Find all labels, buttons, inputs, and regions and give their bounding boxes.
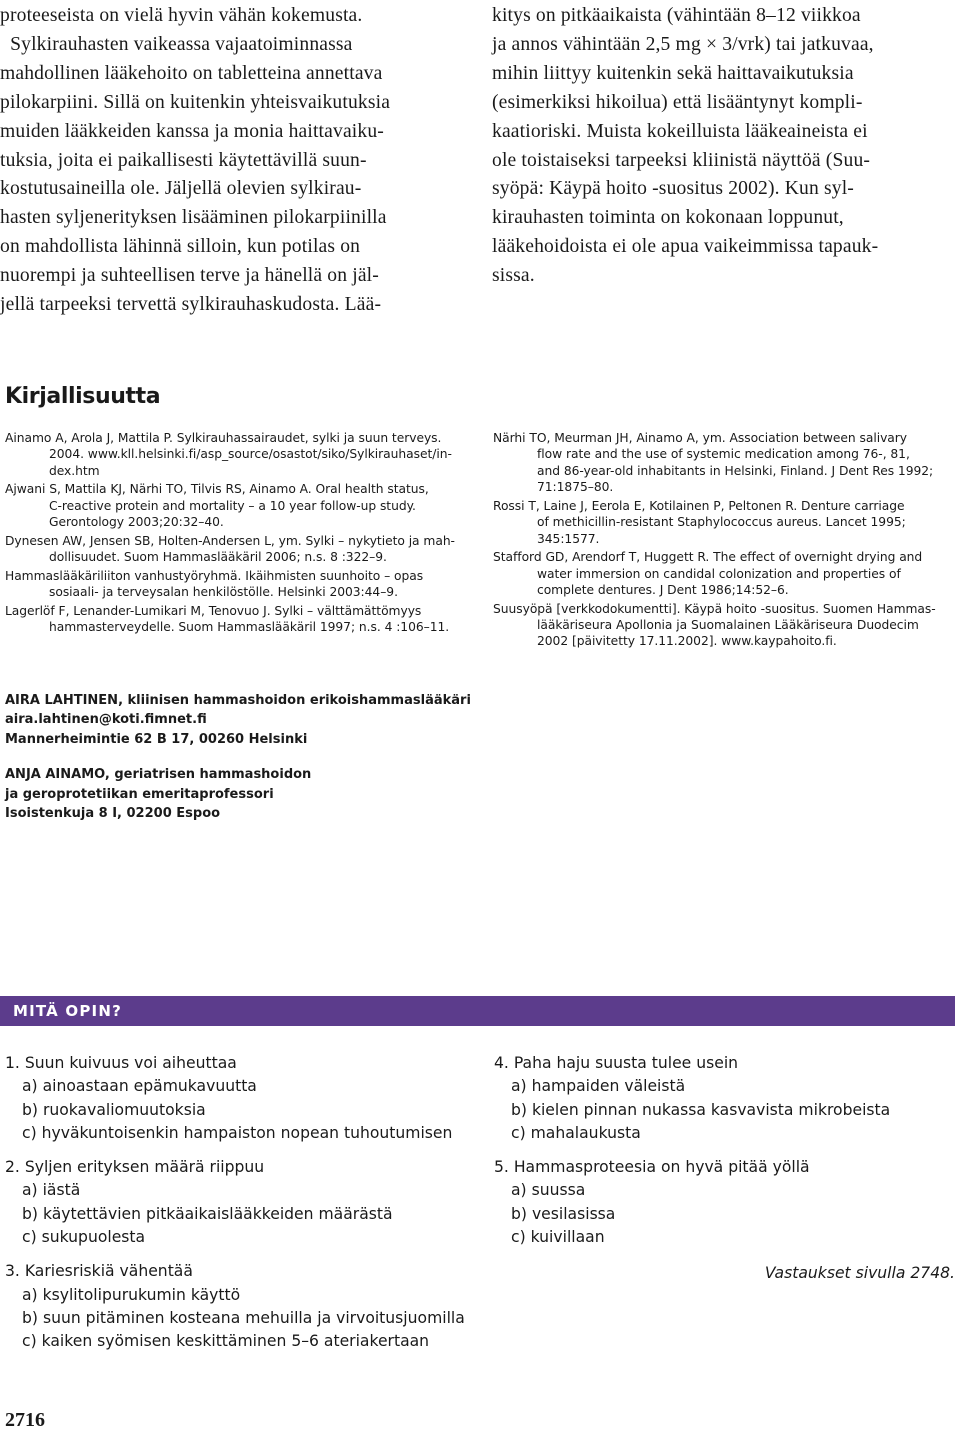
body-line: pilokarpiini. Sillä on kuitenkin yhteisvaikutuksia [0,91,391,113]
author-email: aira.lahtinen@koti.fimnet.fi [5,712,207,728]
answer-option: a) suussa [511,1181,586,1200]
answer-option: c) kaiken syömisen keskittäminen 5–6 ateriakertaan [22,1332,430,1351]
reference-line: hammasterveydelle. Suom Hammaslääkäril 1997; n.s. 4 :106–11. [49,620,450,635]
body-line: jellä tarpeeksi tervettä sylkirauhaskudosta. Lää- [0,294,382,316]
reference-entry [493,430,955,496]
reference-line: flow rate and the use of systemic medication among 76-, 81, [537,447,910,462]
reference-line: Hammaslääkäriliiton vanhustyöryhmä. Ikäihmisten suunhoito – opas [5,568,424,583]
quiz-header-bar [0,996,955,1026]
reference-entry [5,481,467,530]
reference-entry [493,549,955,598]
body-line: kostutusaineilla ole. Jäljellä olevien sylkirau- [0,178,362,200]
author-info [5,691,471,839]
reference-line: Närhi TO, Meurman JH, Ainamo A, ym. Association between salivary [493,431,908,445]
reference-entry [5,430,467,479]
reference-line: Rossi T, Laine J, Eerola E, Kotilainen P, Peltonen R. Denture carriage [493,498,905,513]
question-text: 5. Hammasproteesia on hyvä pitää yöllä [494,1158,810,1177]
author-name-title: AIRA LAHTINEN, kliinisen hammashoidon erikoishammaslääkäri [5,693,471,708]
references-heading: Kirjallisuutta [5,384,161,409]
answer-option: a) ksylitolipurukumin käyttö [22,1285,241,1304]
reference-line: dollisuudet. Suom Hammaslääkäril 2006; n.s. 8 :322–9. [49,550,387,565]
answer-option: b) vesilasissa [511,1204,616,1223]
answer-option: a) hampaiden väleistä [511,1077,686,1096]
answer-option: a) iästä [22,1181,81,1200]
reference-line: Suusyöpä [verkkodokumentti]. Käypä hoito -suositus. Suomen Hammas- [493,601,936,616]
reference-line: 2004. www.kll.helsinki.fi/asp_source/osastot/siko/Sylkirauhaset/in- [49,447,452,462]
body-line: on mahdollista lähinnä silloin, kun potilas on [0,236,361,258]
answer-option: c) sukupuolesta [22,1228,146,1247]
references-column-right [493,430,955,652]
author-title-continued: ja geroprotetiikan emeritaprofessori [5,786,274,802]
reference-line: Dynesen AW, Jensen SB, Holten-Andersen L, ym. Sylki – nykytieto ja mah- [5,533,455,548]
author-name-title: ANJA AINAMO, geriatrisen hammashoidon [5,767,312,783]
body-column-right [492,2,958,291]
reference-line: dex.htm [49,463,100,478]
reference-line: Lagerlöf F, Lenander-Lumikari M, Tenovuo J. Sylki – välttämättömyys [5,603,422,618]
quiz-question [494,1052,954,1145]
reference-entry [493,498,955,547]
body-line: syöpä: Käypä hoito -suositus 2002). Kun syl- [492,178,854,200]
body-line: Sylkirauhasten vaikeassa vajaatoiminnassa [0,33,353,55]
reference-line: lääkäriseura Apollonia ja Suomalainen Lääkäriseura Duodecim [537,618,919,633]
answer-option: a) ainoastaan epämukavuutta [22,1077,257,1096]
quiz-question [5,1156,465,1249]
reference-entry [5,568,467,601]
answer-option: c) kuivillaan [511,1228,605,1247]
reference-line: C-reactive protein and mortality – a 10 year follow-up study. [49,498,416,513]
article-body-text [0,0,960,316]
question-text: 3. Kariesriskiä vähentää [5,1262,193,1281]
page-number: 2716 [5,1409,45,1431]
body-line: ole toistaiseksi tarpeeksi kliinistä näyttöä (Suu- [492,149,871,171]
reference-line: sosiaali- ja terveysalan henkilöstölle. Helsinki 2003:44–9. [49,585,398,600]
body-line: hasten syljenerityksen lisääminen pilokarpiinilla [0,207,387,229]
reference-entry [5,603,467,636]
body-line: lääkehoidoista ei ole apua vaikeimmissa tapauk- [492,236,879,258]
body-line: kirauhasten toiminta on kokonaan loppunut, [492,207,844,229]
body-line: mihin liittyy kuitenkin sekä haittavaikutuksia [492,62,854,84]
reference-line: Ajwani S, Mattila KJ, Närhi TO, Tilvis RS, Ainamo A. Oral health status, [5,482,429,497]
reference-line: Stafford GD, Arendorf T, Huggett R. The effect of overnight drying and [493,550,923,565]
author-address: Isoistenkuja 8 I, 02200 Espoo [5,806,221,822]
quiz-question [5,1260,465,1353]
reference-line: of methicillin-resistant Staphylococcus aureus. Lancet 1995; [537,515,906,530]
reference-line: Ainamo A, Arola J, Mattila P. Sylkirauhassairaudet, sylki ja suun terveys. [5,431,442,445]
body-line: (esimerkiksi hikoilua) että lisääntynyt kompli- [492,91,863,113]
body-line: kitys on pitkäaikaista (vähintään 8–12 viikkoa [492,5,861,26]
reference-entry [493,601,955,650]
body-line: nuorempi ja suhteellisen terve ja hänellä on jäl- [0,265,379,287]
author-block [5,691,471,749]
reference-line: 2002 [päivitetty 17.11.2002]. www.kaypahoito.fi. [537,634,837,649]
body-line: proteeseista on vielä hyvin vähän kokemusta. [0,5,363,26]
answer-option: b) ruokavaliomuutoksia [22,1100,206,1119]
answer-option: c) mahalaukusta [511,1123,641,1142]
answer-option: b) suun pitäminen kosteana mehuilla ja virvoitusjuomilla [22,1308,465,1327]
reference-line: 71:1875–80. [537,480,614,495]
quiz-question [494,1156,954,1249]
question-text: 1. Suun kuivuus voi aiheuttaa [5,1054,237,1072]
body-line: muiden lääkkeiden kanssa ja monia haittavaiku- [0,120,384,142]
body-line: mahdollinen lääkehoito on tabletteina annettava [0,62,383,84]
reference-line: complete dentures. J Dent 1986;14:52–6. [537,583,789,598]
references-column-left [5,430,467,638]
quiz-title: MITÄ OPIN? [13,1002,122,1020]
body-column-left [0,2,466,320]
body-line: ja annos vähintään 2,5 mg × 3/vrk) tai jatkuvaa, [492,33,874,55]
body-line: sissa. [492,265,535,287]
reference-line: Gerontology 2003;20:32–40. [49,515,224,530]
answer-option: b) kielen pinnan nukassa kasvavista mikrobeista [511,1100,891,1119]
answers-reference: Vastaukset sivulla 2748. [764,1264,955,1282]
author-block [5,765,471,823]
reference-line: 345:1577. [537,531,600,546]
question-text: 2. Syljen erityksen määrä riippuu [5,1158,265,1177]
reference-entry [5,533,467,566]
author-address: Mannerheimintie 62 B 17, 00260 Helsinki [5,731,308,747]
reference-line: and 86-year-old inhabitants in Helsinki, Finland. J Dent Res 1992; [537,463,934,478]
quiz-question [5,1052,465,1145]
answer-option: b) käytettävien pitkäaikaislääkkeiden määrästä [22,1204,393,1223]
quiz-column-left [5,1052,465,1365]
body-line: kaatioriski. Muista kokeilluista lääkeaineista ei [492,120,868,142]
answer-option: c) hyväkuntoisenkin hampaiston nopean tuhoutumisen [22,1123,453,1142]
quiz-column-right [494,1052,954,1260]
reference-line: water immersion on candidal colonization and properties of [537,566,901,581]
question-text: 4. Paha haju suusta tulee usein [494,1054,739,1072]
body-line: tuksia, joita ei paikallisesti käytettävillä suun- [0,149,367,171]
